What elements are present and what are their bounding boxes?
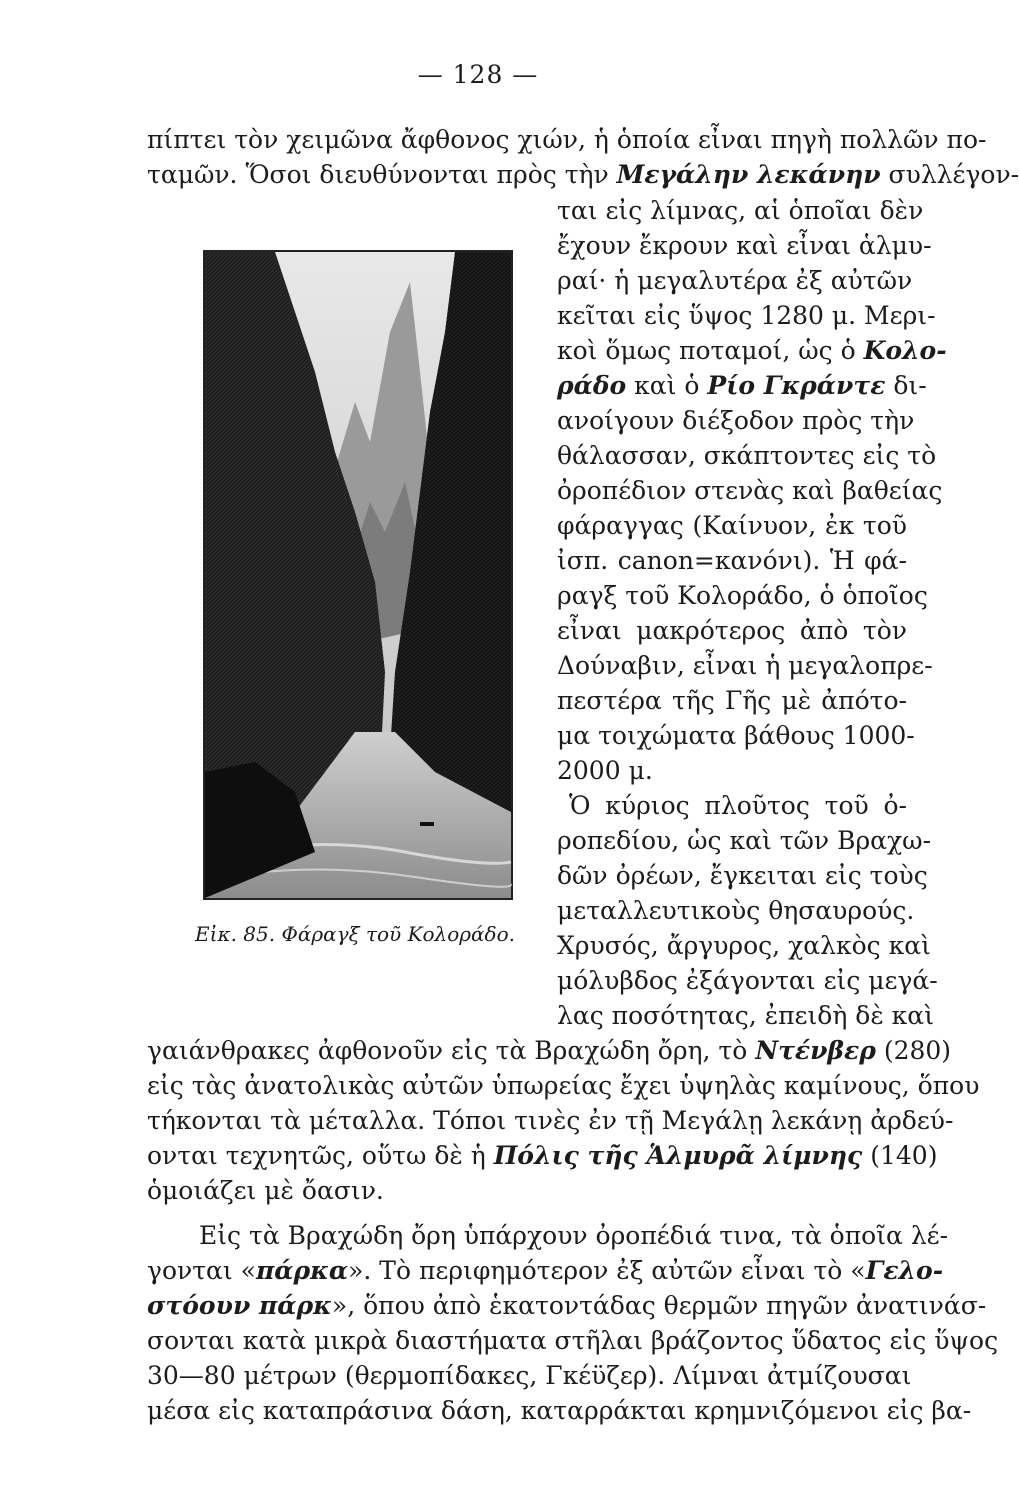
text-line: ταμῶν. Ὅσοι διευθύνονται πρὸς τὴν Μεγάλην λεκάνην συλλέγον- <box>147 160 1019 189</box>
text-line: ὀροπέδιον στενὰς καὶ βαθείας <box>557 476 943 505</box>
text-line: θάλασσαν, σκάπτοντες εἰς τὸ <box>557 441 937 470</box>
text-line: εἰς τὰς ἀνατολικὰς αὐτῶν ὑπωρείας ἔχει ὑψηλὰς καμίνους, ὅπου <box>147 1071 980 1100</box>
text-line: ραί· ἡ μεγαλυτέρα ἐξ αὐτῶν <box>557 266 913 295</box>
emphasis: Γελο- <box>865 1256 944 1285</box>
text-line: 2000 μ. <box>557 756 653 785</box>
text-line: εἶναι μακρότερος ἀπὸ τὸν <box>557 616 907 645</box>
text-line: φάραγγας (Καίνυον, ἐκ τοῦ <box>557 511 907 540</box>
text-line: ται εἰς λίμνας, αἱ ὁποῖαι δὲν <box>557 196 924 225</box>
text-line: ονται τεχνητῶς, οὕτω δὲ ἡ Πόλις τῆς Ἁλμυρᾶ λίμνης (140) <box>147 1141 938 1170</box>
text-line: Ὁ κύριος πλοῦτος τοῦ ὀ- <box>569 791 907 820</box>
text-line: ραγξ τοῦ Κολοράδο, ὁ ὁποῖος <box>557 581 928 610</box>
page-number: — 128 — <box>417 60 539 89</box>
canyon-engraving-image <box>205 252 511 898</box>
text-line: μεταλλευτικοὺς θησαυρούς. <box>557 896 915 925</box>
emphasis: Κολο- <box>863 336 947 365</box>
emphasis: ράδο <box>557 371 627 400</box>
text-line: ἔχουν ἔκρουν καὶ εἶναι ἁλμυ- <box>557 231 932 260</box>
text-line: Χρυσός, ἄργυρος, χαλκὸς καὶ <box>557 931 931 960</box>
text-line: ανοίγουν διέξοδον πρὸς τὴν <box>557 406 915 435</box>
text-line: στόουν πάρκ», ὅπου ἀπὸ ἑκατοντάδας θερμῶν πηγῶν ἀνατινάσ- <box>147 1291 987 1320</box>
text-line: δῶν ὀρέων, ἔγκειται εἰς τοὺς <box>557 861 928 890</box>
emphasis: Ρίο Γκράντε <box>707 371 886 400</box>
text-line: μέσα εἰς καταπράσινα δάση, καταρράκται κρημνιζόμενοι εἰς βα- <box>147 1396 972 1425</box>
text-line: ροπεδίου, ὡς καὶ τῶν Βραχω- <box>557 826 932 855</box>
text-line: σονται κατὰ μικρὰ διαστήματα στῆλαι βράζοντος ὕδατος εἰς ὕψος <box>147 1326 999 1355</box>
text-line: πεστέρα τῆς Γῆς μὲ ἀπότο- <box>557 686 907 715</box>
text-line: μα τοιχώματα βάθους 1000- <box>557 721 915 750</box>
canyon-illustration <box>203 250 513 900</box>
text-line: Εἰς τὰ Βραχώδη ὄρη ὑπάρχουν ὀροπέδιά τινα, τὰ ὁποῖα λέ- <box>199 1221 949 1250</box>
text-line: ἰσπ. canon=κανόνι). Ἡ φά- <box>557 546 907 575</box>
text-line: γαιάνθρακες ἀφθονοῦν εἰς τὰ Βραχώδη ὄρη, τὸ Ντένβερ (280) <box>147 1036 952 1065</box>
text-line: Δούναβιν, εἶναι ἡ μεγαλοπρε- <box>557 651 933 680</box>
text-line: μόλυβδος ἐξάγονται εἰς μεγά- <box>557 966 938 995</box>
text-line: κοὶ ὅμως ποταμοί, ὡς ὁ Κολο- <box>557 336 947 365</box>
text-line: ὁμοιάζει μὲ ὄασιν. <box>147 1176 384 1205</box>
figure-caption: Εἰκ. 85. Φάραγξ τοῦ Κολοράδο. <box>195 922 515 946</box>
emphasis: Πόλις τῆς Ἁλμυρᾶ λίμνης <box>493 1141 863 1170</box>
emphasis: πάρκα <box>255 1256 349 1285</box>
text-line: τήκονται τὰ μέταλλα. Τόποι τινὲς ἐν τῇ Μεγάλῃ λεκάνῃ ἀρδεύ- <box>147 1106 954 1135</box>
emphasis: στόουν πάρκ <box>147 1291 332 1320</box>
emphasis: Μεγάλην λεκάνην <box>616 160 881 189</box>
text-line: ράδο καὶ ὁ Ρίο Γκράντε δι- <box>557 371 927 400</box>
text-line: κεῖται εἰς ὕψος 1280 μ. Μερι- <box>557 301 936 330</box>
text-line: 30—80 μέτρων (θερμοπίδακες, Γκέϋζερ). Λίμναι ἀτμίζουσαι <box>147 1361 912 1390</box>
emphasis: Ντένβερ <box>755 1036 876 1065</box>
text-line: λας ποσότητας, ἐπειδὴ δὲ καὶ <box>557 1001 934 1030</box>
text-line: γονται «πάρκα». Τὸ περιφημότερον ἐξ αὐτῶν εἶναι τὸ «Γελο- <box>147 1256 944 1285</box>
text-line: πίπτει τὸν χειμῶνα ἄφθονος χιών, ἡ ὁποία εἶναι πηγὴ πολλῶν πο- <box>147 125 987 154</box>
